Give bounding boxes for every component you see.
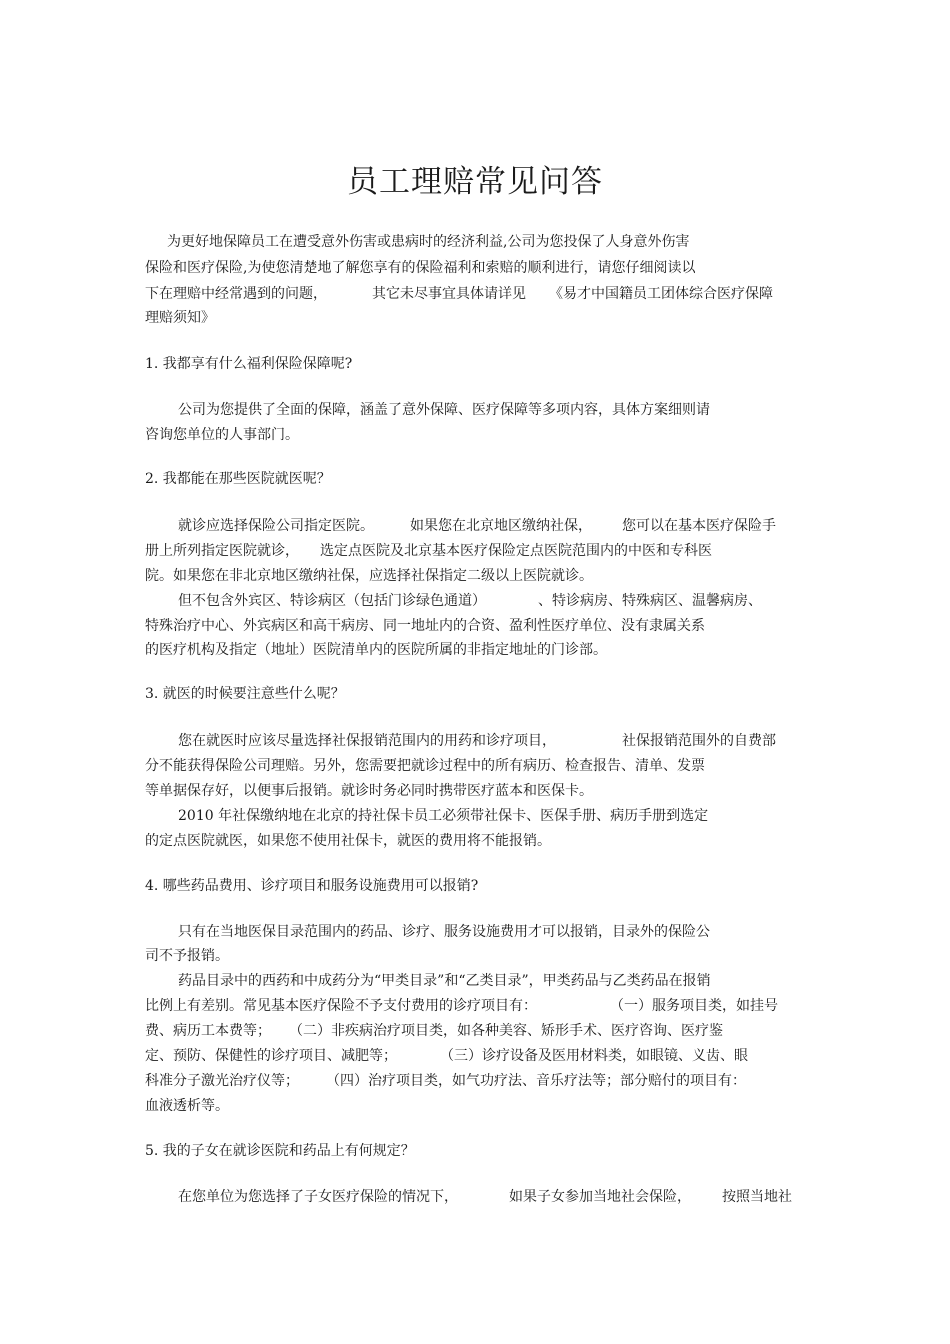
answer-line: 科准分子激光治疗仪等； bbox=[145, 1073, 299, 1089]
answer-line: 您可以在基本医疗保险手 bbox=[622, 518, 776, 534]
answer-line: 如果子女参加当地社会保险， bbox=[509, 1189, 691, 1205]
answer-line: 咨询您单位的人事部门。 bbox=[145, 427, 299, 443]
answer-line: 特殊治疗中心、外宾病区和高干病房、同一地址内的合资、盈利性医疗单位、没有隶属关系 bbox=[145, 618, 705, 634]
answer-line: 您在就医时应该尽量选择社保报销范围内的用药和诊疗项目， bbox=[178, 733, 556, 749]
answer-line: 分不能获得保险公司理赔。另外，您需要把就诊过程中的所有病历、检查报告、清单、发票 bbox=[145, 758, 705, 774]
intro-line: 理赔须知》 bbox=[145, 310, 215, 326]
page-title: 员工理赔常见问答 bbox=[347, 164, 603, 200]
answer-line: 社保报销范围外的自费部 bbox=[622, 733, 776, 749]
intro-line: 其它未尽事宜具体请详见 bbox=[372, 286, 526, 302]
question-heading: 4. 哪些药品费用、诊疗项目和服务设施费用可以报销? bbox=[145, 878, 479, 894]
answer-line: （二）非疾病治疗项目类，如各种美容、矫形手术、医疗咨询、医疗鉴 bbox=[289, 1023, 723, 1039]
intro-line: 为更好地保障员工在遭受意外伤害或患病时的经济利益,公司为您投保了人身意外伤害 bbox=[167, 234, 690, 250]
answer-line: 的医疗机构及指定（地址）医院清单内的医院所属的非指定地址的门诊部。 bbox=[145, 642, 607, 658]
answer-line: 、特诊病房、特殊病区、温馨病房、 bbox=[538, 593, 762, 609]
answer-line: 2010 年社保缴纳地在北京的持社保卡员工必须带社保卡、医保手册、病历手册到选定 bbox=[178, 808, 709, 824]
intro-line: 保险和医疗保险,为使您清楚地了解您享有的保险福利和索赔的顺利进行，请您仔细阅读以 bbox=[145, 260, 696, 276]
answer-line: 药品目录中的西药和中成药分为“甲类目录”和“乙类目录”，甲类药品与乙类药品在报销 bbox=[178, 973, 711, 989]
question-heading: 1. 我都享有什么福利保险保障呢? bbox=[145, 356, 353, 372]
answer-line: 在您单位为您选择了子女医疗保险的情况下， bbox=[178, 1189, 458, 1205]
question-heading: 3. 就医的时候要注意些什么呢？ bbox=[145, 686, 345, 702]
answer-line: 定、预防、保健性的诊疗项目、减肥等； bbox=[145, 1048, 397, 1064]
answer-line: 血液透析等。 bbox=[145, 1098, 229, 1114]
answer-line: 公司为您提供了全面的保障，涵盖了意外保障、医疗保障等多项内容，具体方案细则请 bbox=[178, 402, 710, 418]
answer-line: （一）服务项目类，如挂号 bbox=[610, 998, 778, 1014]
answer-line: （三）诊疗设备及医用材料类，如眼镜、义齿、眼 bbox=[440, 1048, 748, 1064]
question-heading: 5. 我的子女在就诊医院和药品上有何规定？ bbox=[145, 1143, 415, 1159]
answer-line: 的定点医院就医，如果您不使用社保卡，就医的费用将不能报销。 bbox=[145, 833, 551, 849]
answer-line: 只有在当地医保目录范围内的药品、诊疗、服务设施费用才可以报销，目录外的保险公 bbox=[178, 924, 710, 940]
answer-line: 费、病历工本费等； bbox=[145, 1023, 271, 1039]
answer-line: 但不包含外宾区、特诊病区（包括门诊绿色通道） bbox=[178, 593, 486, 609]
question-heading: 2. 我都能在那些医院就医呢？ bbox=[145, 471, 331, 487]
intro-line: 下在理赔中经常遇到的问题， bbox=[145, 286, 327, 302]
answer-line: 比例上有差别。常见基本医疗保险不予支付费用的诊疗项目有： bbox=[145, 998, 537, 1014]
answer-line: 等单据保存好，以便事后报销。就诊时务必同时携带医疗蓝本和医保卡。 bbox=[145, 783, 593, 799]
answer-line: 按照当地社 bbox=[722, 1189, 792, 1205]
answer-line: （四）治疗项目类，如气功疗法、音乐疗法等；部分赔付的项目有： bbox=[326, 1073, 746, 1089]
answer-line: 院。如果您在非北京地区缴纳社保，应选择社保指定二级以上医院就诊。 bbox=[145, 568, 593, 584]
answer-line: 司不予报销。 bbox=[145, 948, 229, 964]
intro-line: 《易才中国籍员工团体综合医疗保障 bbox=[549, 286, 773, 302]
answer-line: 如果您在北京地区缴纳社保， bbox=[410, 518, 592, 534]
answer-line: 册上所列指定医院就诊， bbox=[145, 543, 299, 559]
answer-line: 就诊应选择保险公司指定医院。 bbox=[178, 518, 374, 534]
answer-line: 选定点医院及北京基本医疗保险定点医院范围内的中医和专科医 bbox=[320, 543, 712, 559]
